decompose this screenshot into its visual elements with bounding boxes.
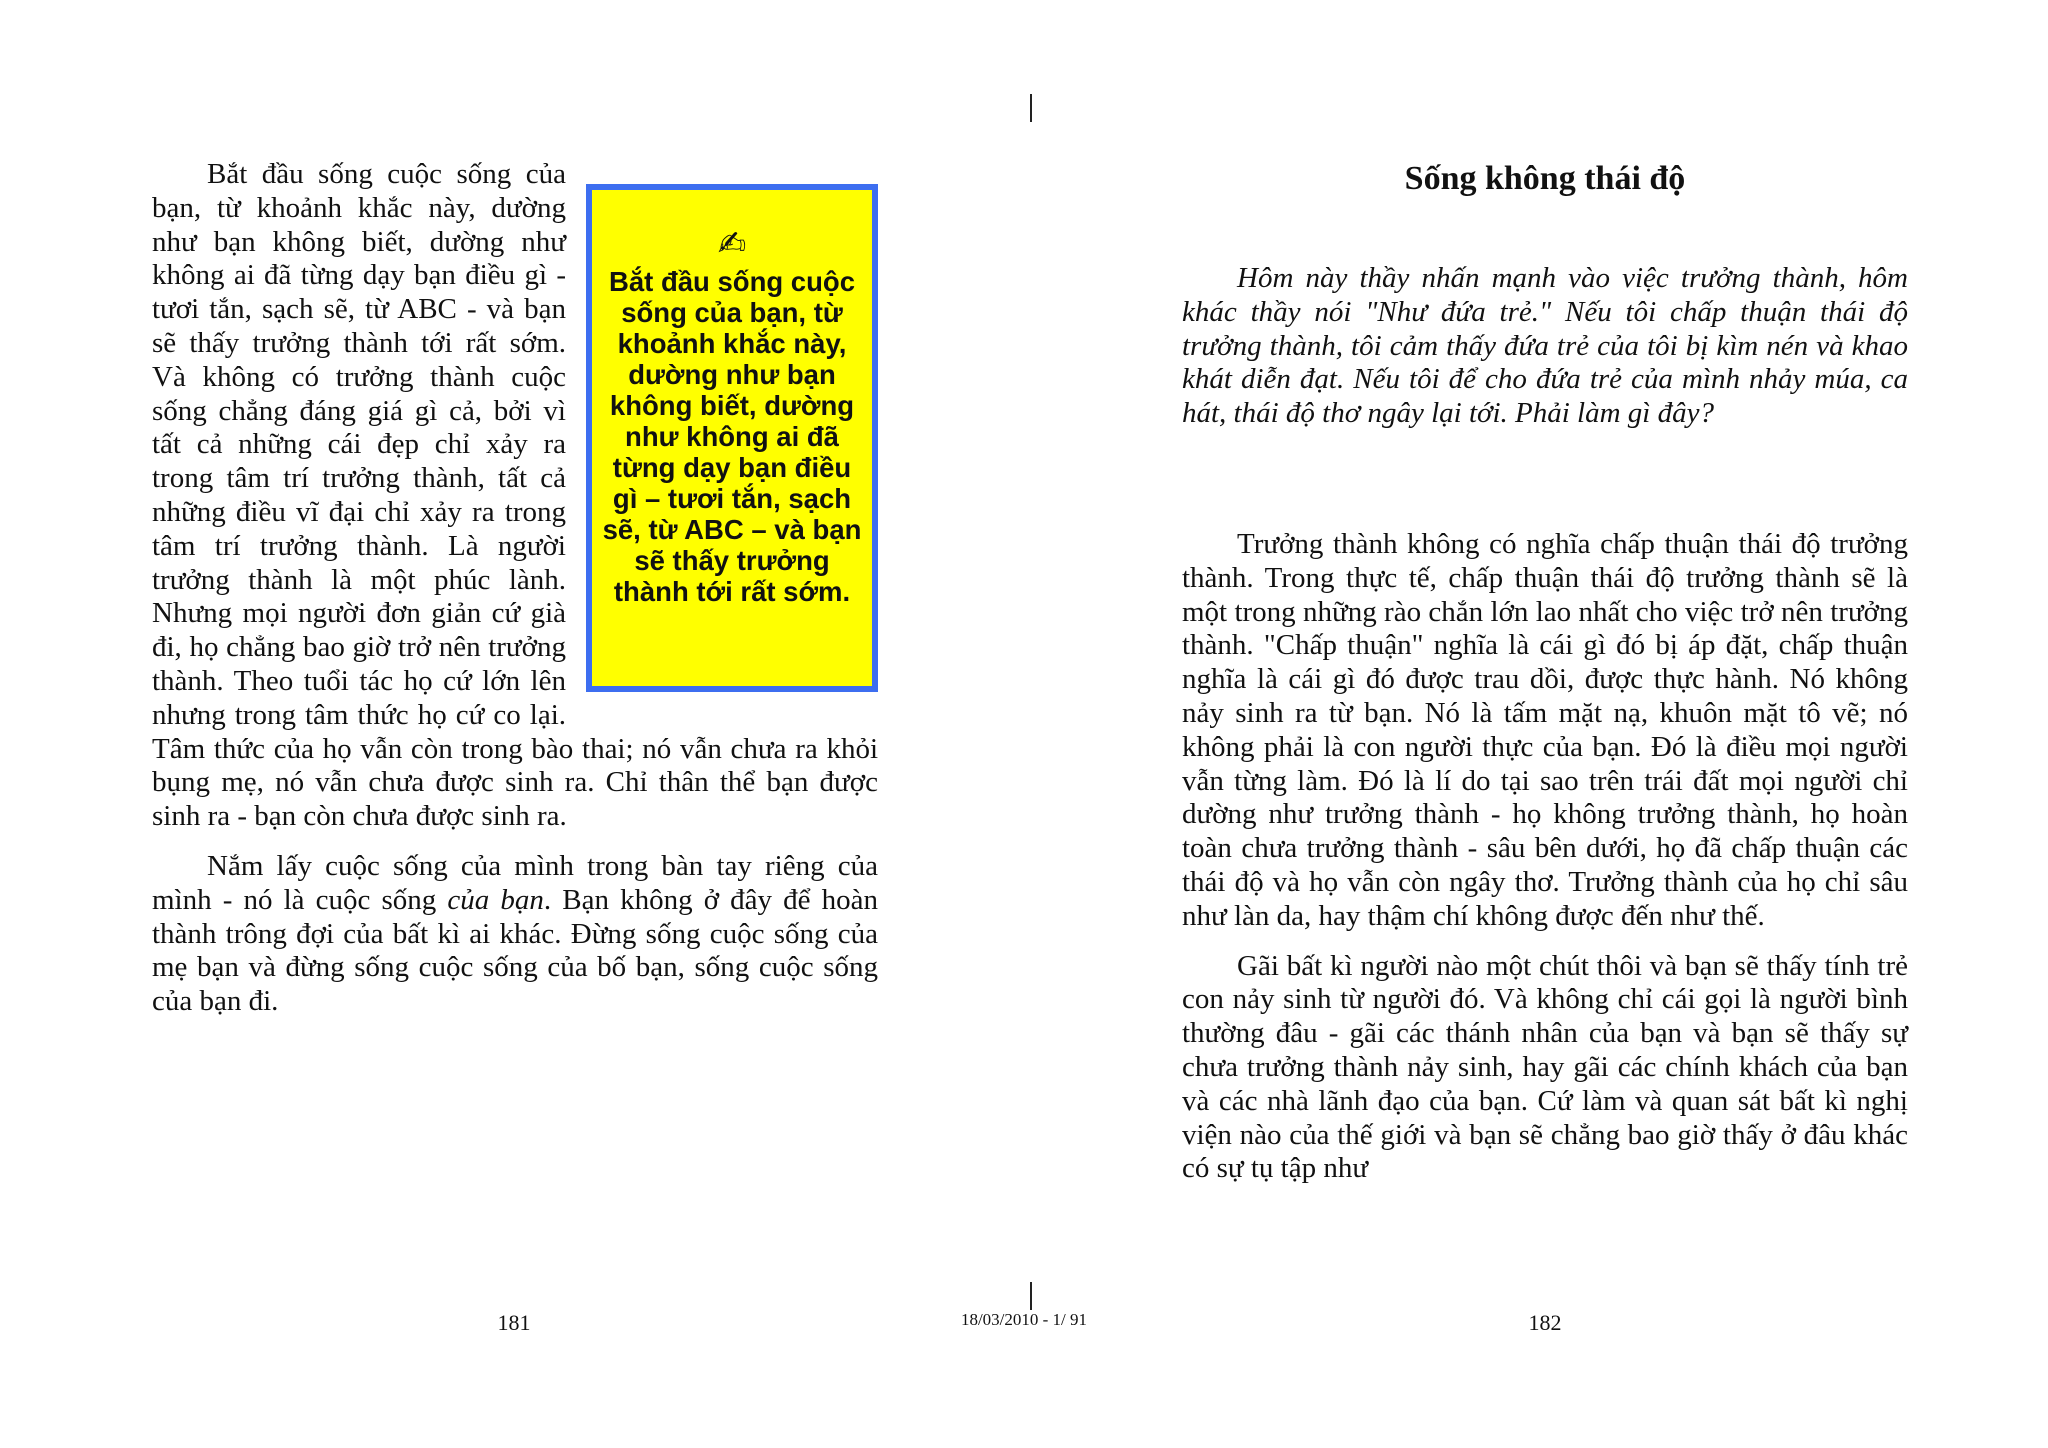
chapter-title: Sống không thái độ — [1404, 160, 1686, 197]
left-paragraph-2-start: Nắm lấy cuộc sống của mình trong bàn tay riêng của mình - nó là cuộc sống — [152, 849, 878, 916]
footer-date: 18/03/2010 - 1/ 91 — [960, 1310, 1088, 1329]
left-page-number: 181 — [497, 1310, 531, 1335]
left-paragraph-1: Bắt đầu sống cuộc sống của bạn, từ khoảnh khắc này, dường như bạn không biết, dường như không ai đã từng dạy bạn điều gì - tươi tắn, sạch sẽ, từ ABC - và bạn sẽ thấy trưởng thành tới rất sớm. Và không có trưởng thành cuộc sống chẳng đáng giá gì cả, bởi vì tất cả những cái đẹp chỉ xảy ra trong tâm trí trưởng thành, tất cả những điều vĩ đại chỉ xảy ra trong tâm trí trưởng thành. Là người trưởng thành là một phúc lành. Nhưng mọi người đơn giản cứ già đi, họ chẳng bao giờ trở nên trưởng thành. Theo tuổi tác họ cứ lớn lên nhưng trong tâm thức họ cứ co lại. Tâm thức của họ vẫn còn trong bào thai; nó vẫn chưa ra khỏi bụng mẹ, nó vẫn chưa được sinh ra. Chỉ thân thể bạn được sinh ra - bạn còn chưa được sinh ra. — [152, 158, 878, 833]
left-paragraph-2-emphasis: của bạn — [447, 883, 544, 916]
right-paragraph-2: Gãi bất kì người nào một chút thôi và bạn sẽ thấy tính trẻ con nảy sinh từ người đó. Và không chỉ cái gọi là người bình thường đâu - gãi các thánh nhân của bạn và bạn sẽ thấy sự chưa trưởng thành nảy sinh, hay gãi các chính khách của bạn và các nhà lãnh đạo của bạn. Cứ làm và quan sát bất kì nghị viện nào của thế giới và bạn sẽ chẳng bao giờ thấy ở đâu khác có sự tụ tập như — [1182, 949, 1908, 1185]
ornament-icon: ✍ — [717, 225, 747, 263]
top-center-mark — [1030, 94, 1032, 122]
right-page — [1182, 0, 1908, 1448]
left-paragraph-2-end: . Bạn không ở đây để hoàn thành trông đợi của bất kì ai khác. Đừng sống cuộc sống của mẹ bạn và đừng sống cuộc sống của bố bạn, sống cuộc sống của bạn đi. — [152, 883, 879, 1018]
right-body — [1182, 528, 1908, 1186]
bottom-center-mark — [1030, 1282, 1032, 1310]
intro-question: Hôm này thầy nhấn mạnh vào việc trưởng thành, hôm khác thầy nói "Như đứa trẻ." Nếu tôi chấp thuận thái độ trưởng thành, tôi cảm thấy đứa trẻ của tôi bị kìm nén và khao khát diễn đạt. Nếu tôi để cho đứa trẻ của mình nhảy múa, ca hát, thái độ thơ ngây lại tới. Phải làm gì đây? — [1182, 262, 1908, 430]
pull-quote-text: Bắt đầu sống cuộc sống của bạn, từ khoảnh khắc này, dường như bạn không biết, dường như không ai đã từng dạy bạn điều gì – tươi tắn, sạch sẽ, từ ABC – và bạn sẽ thấy trưởng thành tới rất sớm. — [602, 266, 862, 607]
left-paragraph-2 — [152, 850, 878, 1019]
pull-quote-box — [586, 184, 878, 692]
left-page — [152, 0, 878, 1448]
right-paragraph-1: Trưởng thành không có nghĩa chấp thuận thái độ trưởng thành. Trong thực tế, chấp thuận thái độ trưởng thành sẽ là một trong những rào chắn lớn lao nhất cho việc trở nên trưởng thành. "Chấp thuận" nghĩa là cái gì đó bị áp đặt, chấp thuận nghĩa là cái gì đó được trau dồi, được thực hành. Nó không nảy sinh ra từ bạn. Nó là tấm mặt nạ, khuôn mặt tô vẽ; nó không phải là con người thực của bạn. Đó là điều mọi người vẫn từng làm. Đó là lí do tại sao trên trái đất mọi người chỉ dường như trưởng thành - họ không trưởng thành, họ hoàn toàn chưa trưởng thành - sâu bên dưới, họ đã chấp thuận các thái độ và họ vẫn còn ngây thơ. Trưởng thành của họ chỉ sâu như làn da, hay thậm chí không được đến như thế. — [1182, 528, 1908, 932]
left-body — [152, 158, 878, 1019]
right-page-number: 182 — [1528, 1310, 1562, 1335]
